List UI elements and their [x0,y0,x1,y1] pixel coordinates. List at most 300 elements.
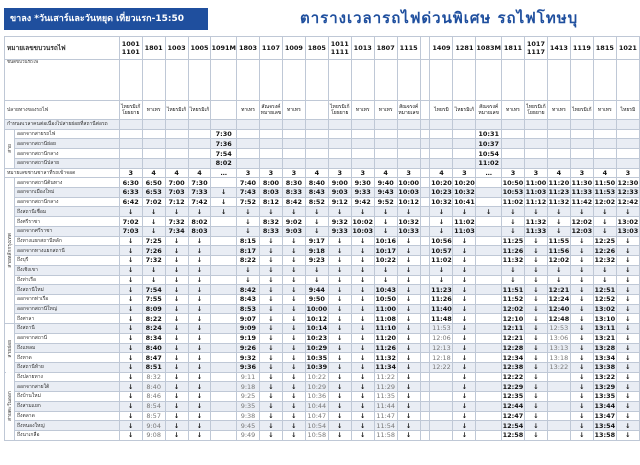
terminal-cell: สัณจรงค์ หมายเลข [397,101,420,120]
time-cell: 10:12 [306,314,328,323]
time-cell [420,421,430,431]
time-cell: 12:24 [548,295,570,304]
time-cell: 8:03 [259,188,282,198]
time-cell [476,382,502,392]
time-cell: ↓ [259,372,282,382]
time-cell: ↓ [142,207,165,217]
time-cell: ↓ [616,256,639,266]
time-cell: 11:53 [430,324,453,334]
time-cell [420,343,430,353]
table-row [5,304,640,314]
time-cell [547,382,570,392]
time-cell: ↓ [259,333,282,343]
time-cell: ↓ [119,333,142,343]
table-row [5,285,640,295]
time-cell: 10:00 [306,305,328,314]
time-cell: 10:23 [431,188,452,197]
time-cell: ↓ [119,285,142,295]
time-cell: 10:43 [375,285,397,294]
time-cell: ↓ [616,275,639,285]
table-row [5,275,640,285]
time-cell: ↓ [616,372,639,382]
terminal-cell: ไหยรมิเก้ โยธยาย [524,101,547,120]
time-cell [430,149,453,159]
time-cell: 11:22 [374,372,397,382]
time-cell: 7:30 [211,129,237,139]
time-cell: 9:09 [237,324,260,334]
time-cell: ↓ [524,353,547,363]
time-cell: ↓ [165,294,188,304]
time-cell: 10:54 [476,149,502,159]
time-cell [547,392,570,402]
station-label: ถึงแหลม [14,343,119,353]
time-cell [547,421,570,431]
time-cell: ↓ [259,382,282,392]
train-number: 1413 [547,37,570,60]
time-cell: 10:39 [306,363,328,372]
time-cell [501,149,524,159]
note-cell [305,120,328,130]
time-cell [476,246,502,256]
time-cell: 7:54 [211,149,237,159]
time-cell [476,333,502,343]
train-type-cell [259,60,282,101]
time-cell [430,411,453,421]
time-cell [211,324,237,334]
time-cell [420,392,430,402]
time-cell: ↓ [165,372,188,382]
time-cell: ↓ [570,362,593,372]
table-row [5,120,640,130]
time-cell [351,149,374,159]
time-cell: 11:20 [375,334,397,343]
train-type-cell [328,60,351,101]
time-cell: ↓ [328,265,351,275]
time-cell: 11:00 [525,178,547,187]
time-cell: 11:30 [571,178,593,187]
time-cell: 8:42 [237,285,260,295]
time-cell: 9:52 [374,197,397,207]
time-cell: ↓ [119,431,142,441]
terminal-cell: ทาเทร [351,101,374,120]
time-cell: ↓ [593,226,616,236]
time-cell: ↓ [165,314,188,324]
time-cell: ↓ [282,411,305,421]
time-cell: 7:40 [237,178,260,188]
time-cell: ↓ [282,304,305,314]
time-cell: ↓ [570,265,593,275]
time-cell: 10:53 [502,188,524,197]
time-cell: ↓ [328,304,351,314]
time-cell: ↓ [165,304,188,314]
time-cell [420,256,430,266]
time-cell: 12:22 [430,362,453,372]
time-cell: ↓ [397,382,420,392]
terminal-cell: ไหยรมิเก้ โยธยาย [119,101,142,120]
time-cell [420,304,430,314]
time-cell: 9:11 [237,372,260,382]
time-cell: 9:50 [305,294,328,304]
time-cell: ↓ [616,265,639,275]
time-cell [453,158,476,168]
train-number: 1083M [476,37,502,60]
time-cell: ↓ [351,324,374,334]
time-cell: ↓ [259,294,282,304]
time-cell: 12:47 [502,411,524,420]
time-cell: 13:22 [594,373,616,382]
time-cell: 9:04 [142,421,165,431]
time-cell: 11:52 [502,295,524,304]
car-count: 3 [501,168,524,178]
time-cell [420,197,430,207]
time-cell: 11:02 [431,256,452,265]
time-cell: 13:38 [594,363,616,372]
table-row [5,372,640,382]
time-cell: 10:32 [454,188,475,197]
train-number: 1003 [165,37,188,60]
time-cell: ↓ [188,401,211,411]
time-cell: ↓ [453,382,476,392]
time-cell: ↓ [188,304,211,314]
page-title: ตารางเวลารถไฟด่วนพิเศษ รถไฟโทษบุ [300,9,579,27]
time-cell [524,129,547,139]
time-cell: ↓ [305,207,328,217]
time-cell: 11:02 [476,158,502,168]
time-cell [593,158,616,168]
time-cell: 12:26 [594,246,616,255]
time-cell: ↓ [188,382,211,392]
time-cell: ↓ [453,333,476,343]
time-cell: ↓ [570,275,593,285]
time-cell: 9:38 [237,411,260,421]
time-cell: 7:36 [211,139,237,149]
time-cell: 9:33 [351,188,374,198]
time-cell [282,158,305,168]
time-cell: ↓ [328,382,351,392]
time-cell: 8:30 [282,178,305,188]
time-cell [420,188,430,198]
time-cell: ↓ [524,392,547,402]
time-cell: ↓ [430,217,453,227]
time-cell [237,129,260,139]
time-cell: 12:03 [571,227,593,236]
terminal-cell: ทาเทร [593,101,616,120]
time-cell: ↓ [524,431,547,441]
time-cell: 11:53 [594,188,616,197]
time-cell [524,139,547,149]
terminal-cell: ทาเทร [237,101,260,120]
note-cell [142,120,165,130]
time-cell [476,362,502,372]
station-label: ถึงสถานีเชื่อม [14,207,119,217]
terminal-cell: ไหยรมิเก้ [453,101,476,120]
time-cell: ↓ [165,343,188,353]
time-cell: ↓ [305,217,328,227]
time-cell: ↓ [351,392,374,402]
row-label: ชนิดขบวนรถไฟ [5,60,120,101]
time-cell: 9:32 [237,353,260,363]
car-count: 4 [430,168,453,178]
train-type-cell [188,60,211,101]
time-cell: ↓ [397,294,420,304]
time-cell: ↓ [501,275,524,285]
note-cell [501,120,524,130]
time-cell: ↓ [188,343,211,353]
train-number: 1805 [305,37,328,60]
time-cell [374,149,397,159]
time-cell [397,149,420,159]
table-row [5,382,640,392]
time-cell: 12:40 [548,305,570,314]
time-cell: ↓ [397,304,420,314]
time-cell: ↓ [374,217,397,227]
table-row [5,431,640,441]
note-cell [570,120,593,130]
time-cell [430,392,453,402]
time-cell [476,285,502,295]
row-label: หมายเลขขบวนรถไฟ [5,37,120,60]
time-cell: ↓ [119,343,142,353]
time-cell: ↓ [453,353,476,363]
time-cell: 11:35 [374,392,397,402]
time-cell: ↓ [524,372,547,382]
time-cell: 9:08 [142,431,165,441]
time-cell: ↓ [237,226,260,236]
time-cell: ↓ [351,411,374,421]
time-cell: ↓ [328,314,351,324]
time-cell [211,431,237,441]
table-row [5,294,640,304]
time-cell [420,353,430,363]
time-cell: ↓ [524,236,547,246]
time-cell: 11:25 [502,236,524,245]
time-cell [430,431,453,441]
time-cell: 11:26 [375,343,397,352]
time-cell: 10:50 [375,295,397,304]
time-cell: 10:32 [431,198,452,207]
time-cell: ↓ [142,217,165,227]
time-cell: 8:33 [259,226,282,236]
terminal-cell: สัณจรงค์ หมายเลข [476,101,502,120]
time-cell [374,139,397,149]
terminal-cell: ไหยรมิ [430,101,453,120]
terminal-cell [211,101,237,120]
time-cell [211,226,237,236]
train-type-cell [501,60,524,101]
time-cell: 13:47 [594,411,616,420]
time-cell: ↓ [282,246,305,256]
time-cell: ↓ [547,226,570,236]
time-cell: ↓ [119,256,142,266]
time-cell: 12:33 [617,188,639,197]
time-cell: ↓ [453,236,476,246]
time-cell [453,149,476,159]
station-label: ออกจากสถานีต้นทาง [14,178,119,188]
time-cell: ↓ [351,265,374,275]
note-cell [593,120,616,130]
station-label: ออกจากสถานีใหญ่ [14,304,119,314]
table-row [5,265,640,275]
time-cell [476,411,502,421]
time-cell: 10:56 [431,236,452,245]
terminal-cell [420,101,430,120]
time-cell [476,236,502,246]
time-cell: 11:48 [431,314,452,323]
time-cell [430,158,453,168]
time-cell: 7:34 [165,226,188,236]
time-cell: 7:30 [188,178,211,188]
time-cell: ↓ [282,207,305,217]
time-cell: 7:12 [165,197,188,207]
time-cell: ↓ [524,411,547,421]
time-cell [119,139,142,149]
train-number: 1807 [374,37,397,60]
table-row [5,236,640,246]
time-cell: ↓ [237,265,260,275]
time-cell: 12:42 [617,198,639,207]
time-cell: 8:42 [282,197,305,207]
time-cell [211,411,237,421]
time-cell: 6:30 [119,178,142,188]
row-label: ออกจากสถานีปลาย [14,158,119,168]
time-cell: 11:42 [571,198,593,207]
time-cell [616,158,639,168]
time-cell: ↓ [616,314,639,324]
train-type-cell [119,60,142,101]
time-cell [476,197,502,207]
time-cell [476,178,502,188]
time-cell: 12:32 [594,256,616,265]
time-cell: ↓ [165,265,188,275]
time-cell: ↓ [397,392,420,402]
time-cell: 9:30 [351,178,374,188]
time-cell [476,275,502,285]
group-label: สายหลักกรุงเทพ [5,178,15,324]
train-number: 1803 [237,37,260,60]
time-cell: ↓ [328,246,351,256]
time-cell: ↓ [259,421,282,431]
time-cell: ↓ [397,275,420,285]
train-type-cell [570,60,593,101]
time-cell: 8:43 [305,188,328,198]
time-cell: ↓ [524,421,547,431]
time-cell: 9:42 [351,197,374,207]
time-cell [211,217,237,227]
time-cell [570,129,593,139]
train-type-cell [420,60,430,101]
time-cell [211,362,237,372]
time-cell: ↓ [547,217,570,227]
time-cell: ↓ [282,382,305,392]
time-cell [616,149,639,159]
station-label: ถึงทางแยกสถานีหลัก [14,236,119,246]
time-cell: 11:32 [525,217,547,226]
time-cell: ↓ [119,353,142,363]
time-cell: ↓ [188,256,211,266]
time-cell: 7:00 [165,178,188,188]
time-cell: 10:33 [398,227,419,236]
time-cell: ↓ [282,392,305,402]
time-cell: 13:29 [594,382,616,391]
time-cell [430,401,453,411]
time-cell: ↓ [237,275,260,285]
time-cell: ↓ [397,353,420,363]
time-cell: ↓ [259,401,282,411]
time-cell: 12:38 [502,363,524,372]
time-cell [259,139,282,149]
terminal-cell: ไหยรมิเก้ [188,101,211,120]
time-cell [142,139,165,149]
time-cell [593,149,616,159]
time-cell: ↓ [282,372,305,382]
time-cell: ↓ [397,207,420,217]
time-cell: ↓ [282,265,305,275]
time-cell [119,149,142,159]
time-cell: ↓ [524,401,547,411]
time-cell [476,314,502,324]
time-cell: ↓ [165,333,188,343]
time-cell: 11:47 [374,411,397,421]
table-row [5,411,640,421]
time-cell: ↓ [616,333,639,343]
time-cell: 11:08 [375,314,397,323]
time-cell: ↓ [616,392,639,402]
time-cell: ↓ [328,236,351,246]
car-count: … [211,168,237,178]
table-row [5,362,640,372]
time-cell: 8:40 [305,178,328,188]
time-cell: ↓ [305,265,328,275]
time-cell: ↓ [328,401,351,411]
time-cell: 8:02 [188,217,211,227]
time-cell: 10:00 [398,178,419,187]
time-cell: ↓ [430,265,453,275]
time-cell: 7:32 [142,256,165,266]
time-cell: 10:35 [306,353,328,362]
time-cell: 10:23 [306,334,328,343]
time-cell: 9:32 [328,217,351,227]
time-cell: 10:17 [375,246,397,255]
time-cell: 13:18 [547,353,570,363]
time-cell: 7:03 [165,188,188,198]
time-cell: ↓ [570,294,593,304]
time-cell: ↓ [374,226,397,236]
station-label: ออกจากทางแยกสถานี [14,246,119,256]
train-number: 1017 1117 [524,37,547,60]
time-cell: 8:22 [142,314,165,324]
time-cell [397,139,420,149]
note-cell [374,120,397,130]
time-cell [430,139,453,149]
time-cell [259,149,282,159]
time-cell: ↓ [616,246,639,256]
time-cell: 7:43 [237,188,260,198]
row-label: ออกจากสถานีย่อย [14,139,119,149]
time-cell: 9:35 [237,401,260,411]
time-cell [420,411,430,421]
time-cell: 10:22 [375,256,397,265]
time-cell: ↓ [328,411,351,421]
time-cell: ↓ [165,411,188,421]
time-cell [476,392,502,402]
time-cell: ↓ [397,256,420,266]
train-type-cell [453,60,476,101]
time-cell [476,304,502,314]
time-cell: ↓ [616,411,639,421]
time-cell: 12:06 [430,333,453,343]
time-cell [547,372,570,382]
time-cell: ↓ [351,382,374,392]
